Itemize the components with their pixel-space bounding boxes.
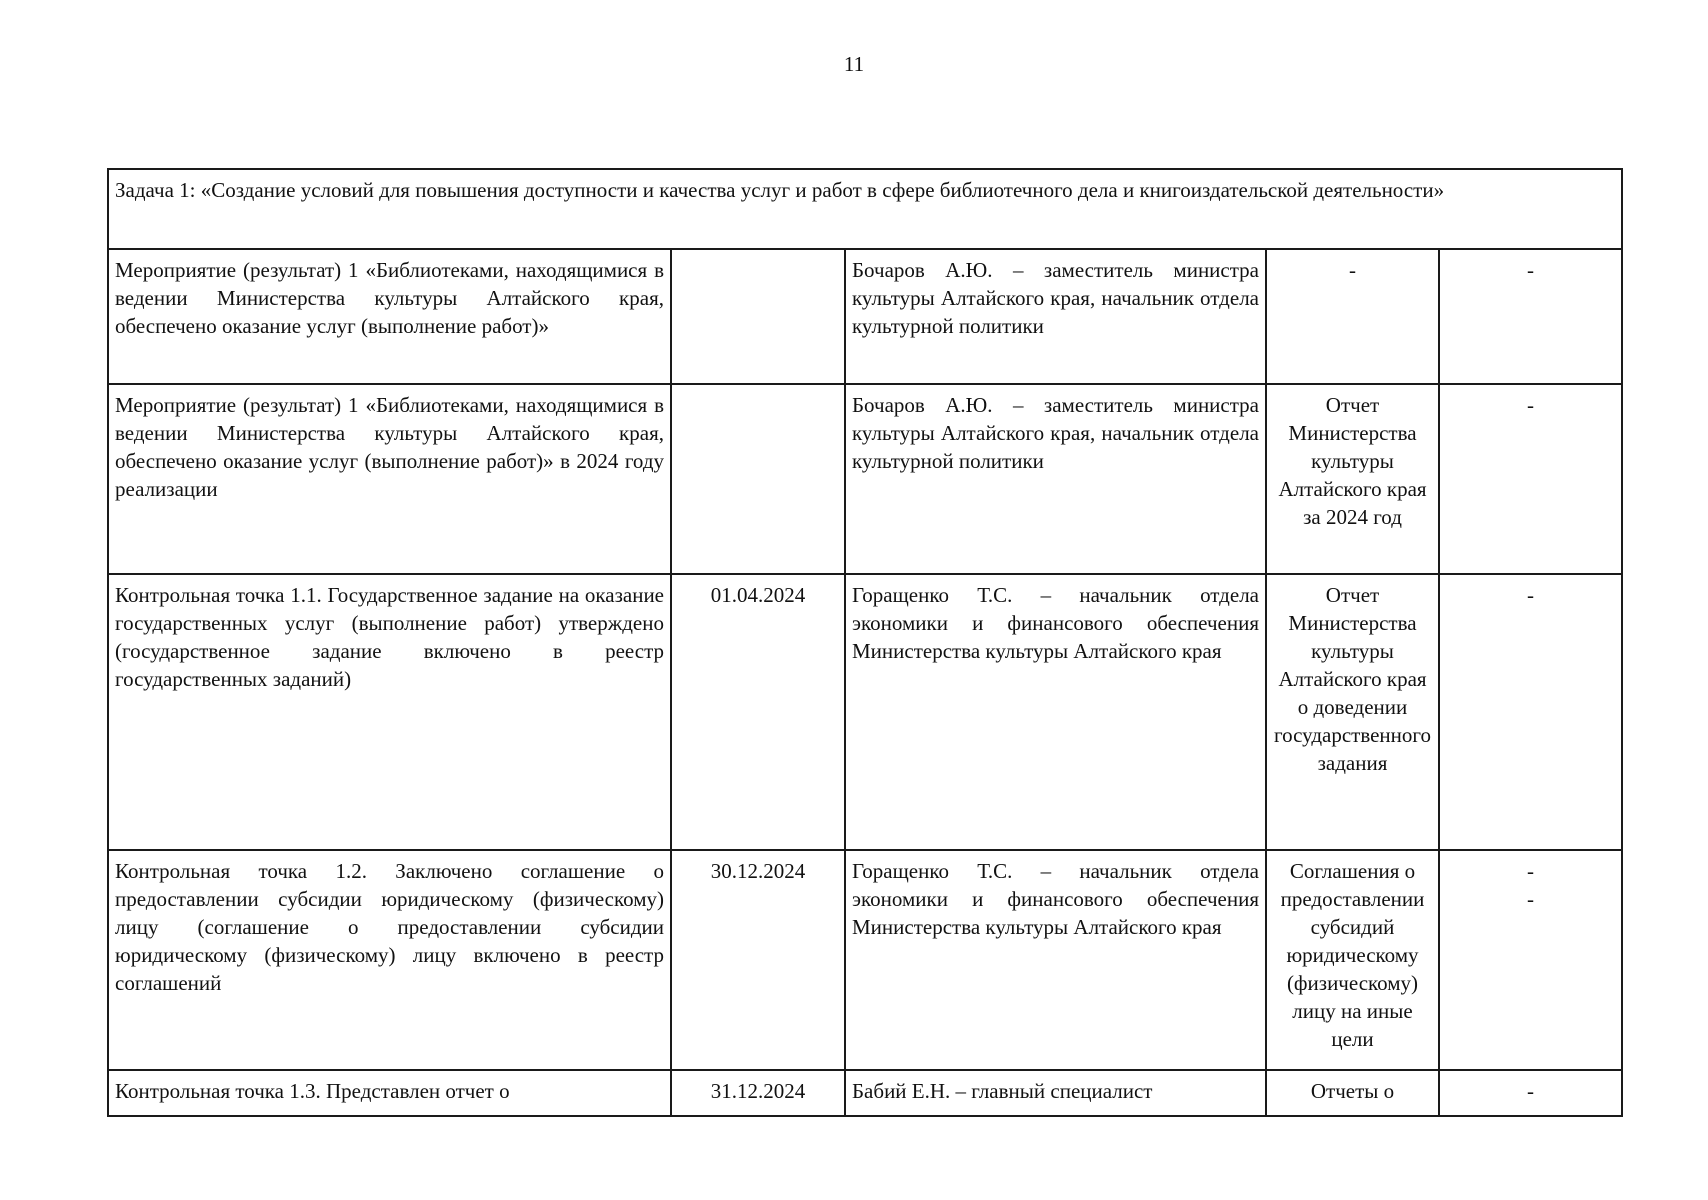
note-cell [1439, 1070, 1622, 1116]
task-row [108, 169, 1622, 249]
note-value: - [1527, 583, 1535, 607]
responsible-person: Горащенко Т.С. – начальник отдела экономики и финансового обеспечения Министерства культуры Алтайского края [845, 850, 1266, 1070]
note-value: - [1527, 1079, 1535, 1103]
confirming-document: Отчет Министерства культуры Алтайского края о доведении государственного задания [1266, 574, 1439, 850]
deadline-date [671, 384, 845, 574]
deadline-date: 30.12.2024 [671, 850, 845, 1070]
note-cell [1439, 574, 1622, 850]
page-number: 11 [843, 52, 865, 76]
measure-description: Мероприятие (результат) 1 «Библиотеками, находящимися в ведении Министерства культуры Алтайского края, обеспечено оказание услуг (выполнение работ)» [108, 249, 671, 384]
responsible-person: Бочаров А.Ю. – заместитель министра культуры Алтайского края, начальник отдела культурной политики [845, 384, 1266, 574]
note-cell [1439, 384, 1622, 574]
deadline-date: 01.04.2024 [671, 574, 845, 850]
task-header: Задача 1: «Создание условий для повышения доступности и качества услуг и работ в сфере библиотечного дела и книгоиздательской деятельности» [108, 169, 1622, 249]
table-row [108, 850, 1622, 1070]
note-value: - [1527, 887, 1535, 911]
table-row [108, 384, 1622, 574]
confirming-document: Отчет Министерства культуры Алтайского края за 2024 год [1266, 384, 1439, 574]
confirming-document: - [1266, 249, 1439, 384]
responsible-person: Горащенко Т.С. – начальник отдела экономики и финансового обеспечения Министерства культуры Алтайского края [845, 574, 1266, 850]
note-value: - [1527, 859, 1535, 883]
responsible-person: Бабий Е.Н. – главный специалист [845, 1070, 1266, 1116]
control-point-description: Контрольная точка 1.3. Представлен отчет о [108, 1070, 671, 1116]
note-cell [1439, 850, 1622, 1070]
confirming-document: Отчеты о [1266, 1070, 1439, 1116]
deadline-date [671, 249, 845, 384]
plan-table [107, 168, 1623, 1117]
note-value: - [1527, 393, 1535, 417]
note-cell [1439, 249, 1622, 384]
responsible-person: Бочаров А.Ю. – заместитель министра культуры Алтайского края, начальник отдела культурной политики [845, 249, 1266, 384]
note-value: - [1527, 258, 1535, 282]
control-point-description: Контрольная точка 1.1. Государственное задание на оказание государственных услуг (выполнение работ) утверждено (государственное задание включено в реестр государственных заданий) [108, 574, 671, 850]
measure-description: Мероприятие (результат) 1 «Библиотеками, находящимися в ведении Министерства культуры Алтайского края, обеспечено оказание услуг (выполнение работ)» в 2024 году реализации [108, 384, 671, 574]
table-row [108, 249, 1622, 384]
table-row [108, 574, 1622, 850]
table-row [108, 1070, 1622, 1116]
deadline-date: 31.12.2024 [671, 1070, 845, 1116]
control-point-description: Контрольная точка 1.2. Заключено соглашение о предоставлении субсидии юридическому (физическому) лицу (соглашение о предоставлении субсидии юридическому (физическому) лицу включено в реестр соглашений [108, 850, 671, 1070]
confirming-document: Соглашения о предоставлении субсидий юридическому (физическому) лицу на иные цели [1266, 850, 1439, 1070]
